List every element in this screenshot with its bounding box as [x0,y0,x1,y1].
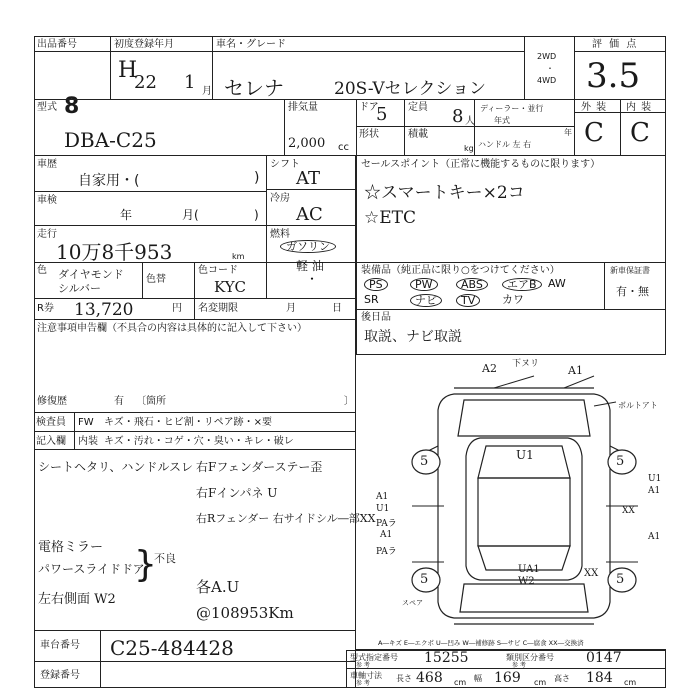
diag-rear-2: W2 [518,576,535,587]
comment-line3: 右Rフェンダー 右サイドシル―部XX [196,512,376,525]
reg-label: 初度登録年月 [114,39,174,50]
diag-top-3: A1 [568,364,583,377]
width-unit: cm [534,678,547,687]
name-change-day: 日 [332,303,342,314]
chassis-value: C25-484428 [110,636,234,660]
equipment-item: SR [364,293,379,306]
diag-left-mid-1: A1 [376,492,389,502]
capacity-label: 定員 [408,102,428,113]
repair-label: 修復歴 [37,396,67,407]
handle-label: ハンドル 左 右 [478,140,532,149]
diag-left-mid-2: U1 [376,504,390,514]
reg-era: H [118,58,138,83]
model-year-label: 年式 [494,116,510,125]
equipment-item: ABS [456,278,488,291]
history-close: ) [254,170,260,186]
diag-tire-lr: 5 [420,572,429,587]
equipment-title: 装備品（純正品に限り○をつけてください） [361,265,560,276]
height-value: 184 [586,670,613,686]
wd-dot: ・ [546,64,554,73]
fuel-label: 燃料 [270,229,290,240]
model-label: 型式 [37,102,57,113]
diag-top-2: 下ヌリ [512,359,540,369]
sales-title: セールスポイント（正常に機能するものに限ります） [361,159,601,170]
history-label: 車歴 [37,159,57,170]
new-warranty-value: 有・無 [616,285,649,298]
comment-line1b: 右Fフェンダーステー歪 [196,460,323,474]
history-value: 自家用・( [78,173,140,189]
diag-xx-1: XX [622,506,635,516]
equipment-item: PS [364,278,388,291]
shift-value: AT [296,168,321,189]
diag-rear-1: UA1 [518,564,540,575]
comment-line4b: パワースライドドア [38,562,145,576]
after-label: 後日品 [361,312,391,323]
cooler-label: 冷房 [270,193,290,204]
size-sub: 参 考 [356,680,370,687]
reg-no-label: 登録番号 [40,670,80,681]
disp-value: 2,000 [288,136,326,151]
size-label: 車軸寸法 [350,671,382,680]
comment-line1: シートヘタリ、ハンドルスレ [38,460,194,474]
inspector-label-2: 記入欄 [36,436,66,447]
color-value: ダイヤモンド シルバー [58,268,124,295]
mileage-value: 10万8千953 [56,240,173,264]
comment-line4a: 電格ミラー [38,540,104,555]
equipment-item: PW [410,278,438,291]
height-unit: cm [624,678,637,687]
equipment-row-2 [364,294,602,308]
comment-line5: 各A.U [196,578,240,596]
capacity-unit: 人 [465,116,475,127]
door-value: 5 [376,104,388,125]
diag-bolt: ボルトアト [618,401,658,410]
load-label: 積載 [408,129,428,140]
score-label: 評 価 点 [592,39,639,50]
diag-left-low-2: PAラ [376,547,397,557]
name-label: 車名・グレード [216,39,286,50]
chassis-label: 車台番号 [40,640,80,651]
model-year-unit: 年 [564,128,572,137]
reg-month: 1 [184,72,196,93]
wd-4: 4WD [537,76,557,85]
new-warranty-label: 新車保証書 [610,266,650,275]
fuel-diesel: 軽 油 [296,259,324,273]
car-diagram [394,366,654,646]
height-label: 高さ [554,674,570,683]
comment-line6a: 左右側面 W2 [38,592,116,607]
after-value: 取説、ナビ取説 [364,329,462,345]
interior-head: 内装 [78,436,98,447]
length-unit: cm [454,678,467,687]
inspection-year: 年 [120,208,133,222]
mileage-unit: km [232,252,245,261]
color-code-value: KYC [214,278,246,296]
int-value: C [630,118,650,148]
interior-items: キズ・汚れ・コゲ・穴・臭い・キレ・破レ [104,436,294,447]
dealer-label: ディーラー・並行 [480,104,544,113]
reg-year: 22 [134,72,157,93]
mileage-label: 走行 [37,229,57,240]
color-change-label: 色替 [146,274,166,285]
sales-point-2: ☆ETC [364,208,416,228]
comment-line6b: @108953Km [196,604,294,622]
color-label: 色 [37,265,47,276]
type-label: 型式指定番号 [350,653,398,662]
lot-number: 8 [64,94,80,119]
width-value: 169 [494,670,521,686]
fuel-gasoline: ガソリン [280,240,336,253]
diag-tire-rf: 5 [616,454,625,469]
repair-value: 有 [114,396,124,407]
diag-right-mid-2: A1 [648,486,661,496]
equipment-item: TV [456,294,480,307]
lot-label: 出品番号 [37,39,77,50]
notes-title: 注意事項申告欄（不具合の内容は具体的に記入して下さい） [37,323,307,334]
auction-sheet [34,36,666,688]
inspection-month: 月( [182,208,199,222]
length-label: 長さ [396,674,412,683]
car-name: セレナ [224,76,284,100]
disp-label: 排気量 [288,102,318,113]
diag-right-mid-1: U1 [648,474,662,484]
load-unit: kg [464,144,474,153]
fw-items: キズ・飛石・ヒビ割・リペア跡・×要 [104,417,272,428]
diag-top-1: A2 [482,362,497,375]
inspector-label-1: 検査員 [36,417,66,428]
score-value: 3.5 [586,56,641,96]
fuel-dot: ・ [306,272,319,286]
diag-u1-center: U1 [516,448,534,462]
type-value: 15255 [424,650,469,666]
equipment-item: AW [548,277,566,290]
int-label: 内 装 [626,102,653,113]
r-label: R券 [37,303,54,314]
class-label: 類別区分番号 [506,653,554,662]
shape-label: 形状 [359,129,379,140]
name-change-label: 名変期限 [198,303,238,314]
diag-tire-rr: 5 [616,572,625,587]
diag-right-low: A1 [648,532,661,542]
inspection-close: ) [254,208,259,222]
equipment-row-1 [364,278,602,292]
reg-month-unit: 月 [202,86,212,97]
disp-unit: cc [338,142,349,153]
diag-tire-lf: 5 [420,454,429,469]
door-label: ドア [359,102,379,113]
equipment-item: ナビ [410,294,442,307]
capacity-value: 8 [452,106,464,127]
diag-left-mid-3: PAラ [376,519,397,529]
repair-place: 〔箇所 [136,396,166,407]
ext-value: C [584,118,604,148]
damage-legend: A―キズ E―エクボ U―凹み W―補修跡 S―サビ C―腐食 XX―交換済 [378,639,584,647]
cooler-value: AC [296,204,323,225]
car-grade: 20S-Vセレクション [334,79,487,99]
diag-left-low-1: A1 [380,530,393,540]
inspection-label: 車検 [37,195,57,206]
wd-2: 2WD [537,52,557,61]
class-value: 0147 [586,650,622,666]
r-unit: 円 [172,303,182,314]
fw-head: FW [78,417,94,428]
length-value: 468 [416,670,443,686]
name-change-month: 月 [286,303,296,314]
width-label: 幅 [474,674,482,683]
shift-label: シフト [270,159,300,170]
repair-close: 〕 [344,396,354,407]
diag-spare: スペア [402,599,423,607]
comment-brace: } [134,544,157,585]
equipment-item: カワ [502,293,524,306]
color-code-label: 色コード [198,265,238,276]
diag-xx-2: XX [584,568,599,579]
r-value: 13,720 [74,300,134,320]
comment-line4c: 不良 [154,552,176,565]
class-unit: 参 考 [512,662,526,669]
type-unit: 参 考 [356,662,370,669]
model-value: DBA-C25 [64,128,157,152]
comment-line2: 右Fインパネ U [196,486,278,500]
ext-label: 外 装 [581,102,608,113]
equipment-item: エアB [502,278,542,291]
sales-point-1: ☆スマートキー×2コ [364,183,525,203]
